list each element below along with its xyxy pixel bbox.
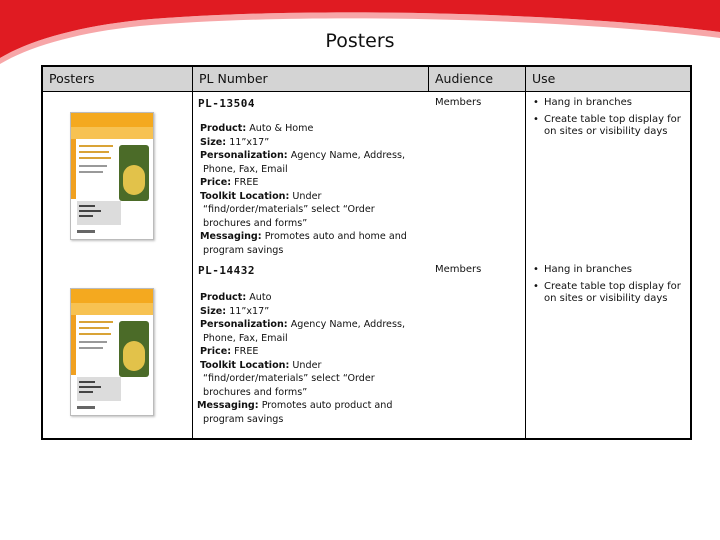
size-label: Size: bbox=[200, 136, 227, 148]
poster-thumbnail-icon bbox=[70, 112, 154, 240]
messaging-continued: program savings bbox=[203, 413, 284, 425]
header-audience: Audience bbox=[429, 67, 525, 91]
toolkit-continued: “find/order/materials” select “Order bbox=[203, 373, 375, 384]
messaging-value: Promotes auto product and bbox=[258, 400, 393, 411]
pl-number: PL-14432 bbox=[198, 264, 255, 277]
header-pl-number: PL Number bbox=[193, 67, 428, 91]
price-label: Price: bbox=[200, 346, 232, 357]
use-item: • Hang in branches bbox=[533, 264, 689, 276]
price-label: Price: bbox=[200, 177, 232, 188]
product-label: Product: bbox=[200, 292, 247, 303]
audience-value: Members bbox=[435, 97, 482, 108]
audience-value: Members bbox=[435, 264, 482, 275]
product-details bbox=[200, 122, 407, 257]
personalization-label: Personalization: bbox=[200, 319, 288, 330]
column-divider bbox=[428, 67, 429, 91]
toolkit-continued: brochures and forms” bbox=[203, 217, 308, 229]
size-label: Size: bbox=[200, 305, 227, 317]
personalization-value: Agency Name, Address, bbox=[287, 319, 406, 330]
toolkit-value: Under bbox=[289, 359, 322, 371]
product-label: Product: bbox=[200, 123, 247, 134]
personalization-continued: Phone, Fax, Email bbox=[203, 332, 288, 344]
toolkit-label: Toolkit Location: bbox=[200, 359, 290, 371]
personalization-label: Personalization: bbox=[200, 150, 288, 161]
personalization-value: Agency Name, Address, bbox=[287, 150, 406, 161]
toolkit-value: Under bbox=[289, 190, 322, 202]
product-value: Auto bbox=[246, 292, 272, 303]
use-list bbox=[533, 97, 689, 143]
messaging-value: Promotes auto and home and bbox=[261, 231, 407, 242]
size-value: 11”x17” bbox=[226, 136, 270, 148]
personalization-continued: Phone, Fax, Email bbox=[203, 163, 288, 175]
column-divider bbox=[192, 67, 193, 440]
column-divider bbox=[525, 67, 526, 440]
page-title: Posters bbox=[325, 30, 395, 52]
messaging-label: Messaging: bbox=[197, 400, 259, 411]
header-posters: Posters bbox=[43, 67, 192, 91]
use-item: • Create table top display for on sites or visibility days bbox=[533, 281, 689, 305]
pl-number: PL-13504 bbox=[198, 97, 255, 110]
use-item: • Create table top display for on sites or visibility days bbox=[533, 114, 689, 138]
header-divider bbox=[43, 91, 692, 92]
toolkit-continued: brochures and forms” bbox=[203, 386, 308, 398]
size-value: 11”x17” bbox=[226, 305, 270, 317]
use-item: • Hang in branches bbox=[533, 97, 689, 109]
use-list bbox=[533, 264, 689, 310]
header-use: Use bbox=[526, 67, 690, 91]
messaging-label: Messaging: bbox=[200, 231, 262, 242]
product-details bbox=[197, 291, 406, 426]
price-value: FREE bbox=[231, 346, 259, 357]
poster-thumbnail-icon bbox=[70, 288, 154, 416]
product-value: Auto & Home bbox=[246, 123, 314, 134]
messaging-continued: program savings bbox=[203, 244, 284, 256]
toolkit-label: Toolkit Location: bbox=[200, 190, 290, 202]
posters-table bbox=[41, 65, 692, 440]
price-value: FREE bbox=[231, 177, 259, 188]
toolkit-continued: “find/order/materials” select “Order bbox=[203, 204, 375, 215]
